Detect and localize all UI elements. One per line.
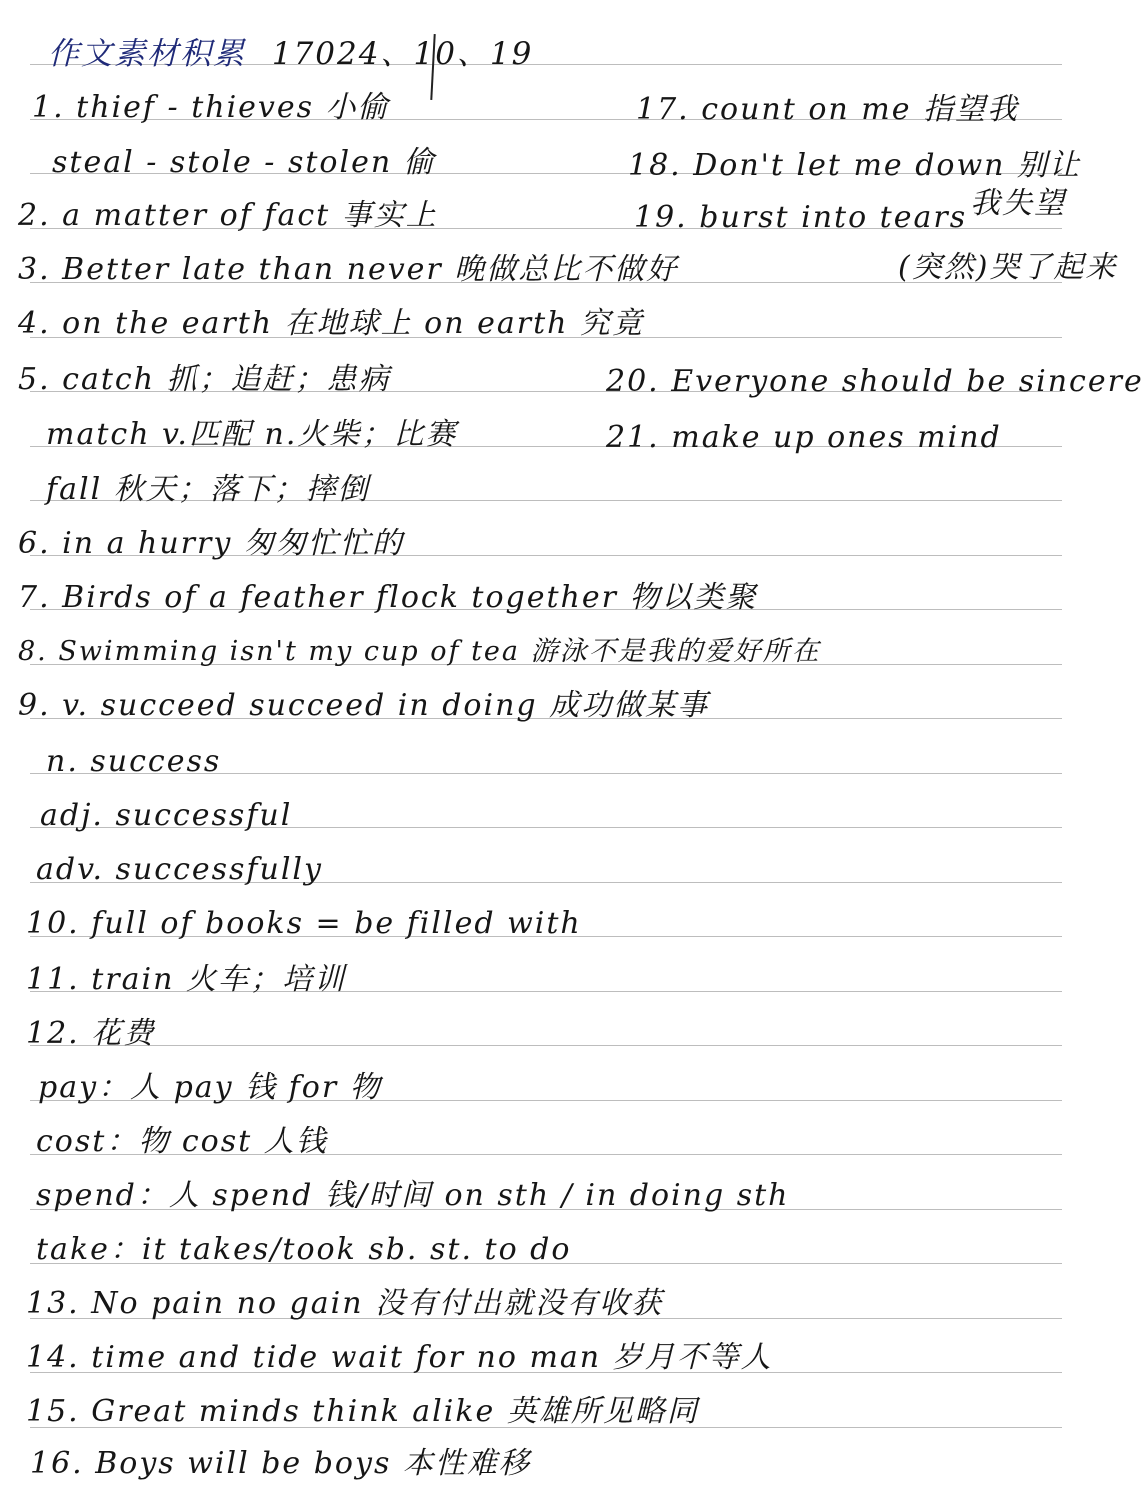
entry-6: 6. in a hurry 匆匆忙忙的 bbox=[18, 526, 404, 561]
entry-12-spend: spend：人 spend 钱/时间 on sth / in doing sth bbox=[36, 1178, 790, 1213]
entry-7: 7. Birds of a feather flock together 物以类聚 bbox=[18, 580, 758, 615]
entry-12-take: take：it takes/took sb. st. to do bbox=[36, 1232, 572, 1267]
entry-4: 4. on the earth 在地球上 on earth 究竟 bbox=[18, 306, 644, 341]
entry-5-fall: fall 秋天；落下；摔倒 bbox=[46, 472, 370, 507]
entry-10: 10. full of books = be filled with bbox=[26, 906, 582, 941]
entry-9-noun: n. success bbox=[46, 744, 222, 779]
entry-13: 13. No pain no gain 没有付出就没有收获 bbox=[26, 1286, 664, 1321]
entry-15: 15. Great minds think alike 英雄所见略同 bbox=[26, 1394, 699, 1429]
entry-3: 3. Better late than never 晚做总比不做好 bbox=[18, 252, 679, 287]
title-text: 作文素材积累 bbox=[48, 36, 246, 72]
entry-9: 9. v. succeed succeed in doing 成功做某事 bbox=[18, 688, 710, 723]
entry-1: 1. thief - thieves 小偷 bbox=[32, 90, 390, 125]
entry-12: 12. 花费 bbox=[26, 1016, 156, 1051]
entry-18-cont: 我失望 bbox=[970, 186, 1066, 221]
entry-16: 16. Boys will be boys 本性难移 bbox=[30, 1446, 531, 1481]
entry-5-match: match v.匹配 n.火柴；比赛 bbox=[46, 417, 458, 452]
entry-14: 14. time and tide wait for no man 岁月不等人 bbox=[26, 1340, 773, 1375]
entry-1-sub: steal - stole - stolen 偷 bbox=[52, 145, 436, 180]
entry-8: 8. Swimming isn't my cup of tea 游泳不是我的爱好所在 bbox=[18, 636, 821, 667]
title-date: 17024、10、19 bbox=[271, 36, 534, 72]
entry-21: 21. make up ones mind bbox=[606, 420, 1002, 455]
entry-17: 17. count on me 指望我 bbox=[636, 92, 1019, 127]
entry-9-adj: adj. successful bbox=[40, 798, 293, 833]
entry-2: 2. a matter of fact 事实上 bbox=[18, 198, 438, 233]
entry-12-pay: pay：人 pay 钱 for 物 bbox=[38, 1070, 382, 1105]
entry-5: 5. catch 抓；追赶；患病 bbox=[18, 362, 391, 397]
entry-18: 18. Don't let me down 别让 bbox=[628, 148, 1081, 183]
page-title bbox=[48, 28, 533, 73]
entry-19-meaning: (突然)哭了起来 bbox=[898, 250, 1118, 285]
entry-19: 19. burst into tears bbox=[634, 200, 968, 235]
entry-12-cost: cost：物 cost 人钱 bbox=[36, 1124, 328, 1159]
entry-20: 20. Everyone should be sincere bbox=[606, 364, 1144, 399]
entry-9-adv: adv. successfully bbox=[36, 852, 323, 887]
ruled-line bbox=[30, 1045, 1062, 1046]
entry-11: 11. train 火车；培训 bbox=[26, 962, 346, 997]
